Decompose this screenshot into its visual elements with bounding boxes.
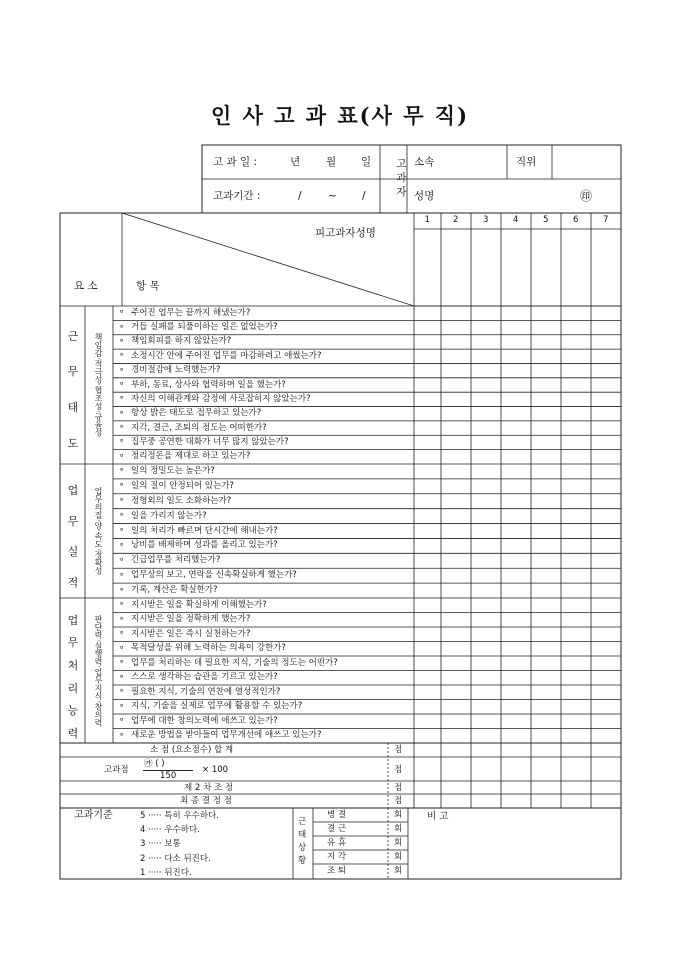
evaluation-item: 필요한 지식, 기술의 연찬에 열성적인가? [131,686,281,697]
item-bullet-icon: ∘ [119,686,125,697]
attendance-row-label: 결 근 [327,824,347,834]
evaluation-item: 자신의 이해관계와 감정에 사로잡히지 않았는가? [131,393,311,404]
position-label: 직위 [516,156,537,168]
item-bullet-icon: ∘ [119,393,125,404]
rater-label: 고 과 자 [395,158,407,197]
evaluation-item: 정리정돈을 제대로 하고 있는가? [131,451,251,462]
evaluation-item: 낭비를 배제하며 성과를 올리고 있는가? [131,540,278,551]
evaluation-item: 기록, 계산은 확실한가? [131,585,218,596]
dept-label: 소속 [414,156,435,168]
evaluation-item: 거듭 실패를 되풀이하는 일은 없었는가? [131,322,278,333]
item-bullet-icon: ∘ [119,350,125,361]
item-bullet-icon: ∘ [119,480,125,491]
item-bullet-icon: ∘ [119,364,125,375]
item-bullet-icon: ∘ [119,307,125,318]
item-bullet-icon: ∘ [119,599,125,610]
formula-denominator: 150 [160,771,177,781]
section-name-char: 실 [67,545,79,559]
final-score-unit: 점 [394,796,403,806]
seal-mark: ㊞ [580,189,593,203]
evaluation-item: 정형외의 일도 소화하는가? [131,495,232,506]
section-subcriteria: 판단력·실행력·업무지식·창의력 [94,614,103,727]
item-bullet-icon: ∘ [119,465,125,476]
attendance-unit: 회 [394,810,403,820]
evaluation-item: 소정시간 안에 주어진 업무를 마감하려고 애썼는가? [131,350,322,361]
evaluation-item: 지시받은 일을 확실하게 이해했는가? [131,599,267,610]
section-name-char: 근 [67,329,79,343]
criteria-level: 3 ····· 보통 [140,839,181,850]
item-bullet-icon: ∘ [119,539,125,550]
item-bullet-icon: ∘ [119,569,125,580]
evaluation-item: 경비절감에 노력했는가? [131,365,221,376]
item-bullet-icon: ∘ [119,321,125,332]
evaluation-item: 지시받은 일은 즉시 실천하는가? [131,628,251,639]
page-title: 인 사 고 과 표(사 무 직) [210,103,470,128]
attendance-unit: 회 [394,852,403,862]
evaluation-item: 지각, 결근, 조퇴의 정도는 어떠한가? [131,422,267,433]
section-subcriteria: 책임감·적극성·협조성·규율성 [94,333,103,437]
ratee-number: 7 [603,215,609,225]
evaluation-item: 지식, 기술을 실제로 업무에 활용할 수 있는가? [131,701,303,712]
attendance-row-label: 병 결 [327,810,347,820]
section-subcriteria: 업무의질·양·속도·정확성 [94,487,103,575]
section-name-char: 능 [67,704,79,718]
attendance-row-label: 조 퇴 [327,866,347,876]
final-score-label: 최 종 결 정 점 [180,796,232,806]
ratee-number: 1 [424,215,430,225]
section-name-char: 리 [67,681,79,695]
item-bullet-icon: ∘ [119,554,125,565]
date-month-unit: 월 [326,156,337,168]
ratee-number: 6 [573,215,579,225]
evaluation-item: 주어진 업무는 끝까지 해냈는가? [131,307,251,318]
section-name-char: 력 [67,726,79,740]
section-name-char: 도 [67,437,79,451]
criteria-level: 1 ····· 뒤진다. [140,867,192,878]
criteria-label: 고과기준 [74,810,113,821]
period-label: 고과기간 : [213,190,261,202]
item-bullet-icon: ∘ [119,628,125,639]
evaluation-item: 일의 처리가 빠르며 단시간에 해내는가? [131,525,278,536]
evaluation-item: 지시받은 일을 정확하게 했는가? [131,614,251,625]
item-bullet-icon: ∘ [119,335,125,346]
evaluation-item: 집무중 공연한 대화가 너무 많지 않았는가? [131,436,289,447]
ratee-number: 3 [483,215,489,225]
section-name-char: 처 [67,658,79,672]
item-bullet-icon: ∘ [119,613,125,624]
item-label: 항 목 [136,280,160,292]
item-bullet-icon: ∘ [119,422,125,433]
section-name-char: 업 [67,484,79,498]
section-name-char: 무 [67,365,79,379]
evaluation-item: 항상 밝은 태도로 접무하고 있는가? [131,408,262,419]
item-bullet-icon: ∘ [119,642,125,653]
evaluation-item: 업무상의 보고, 연락을 신속확실하게 했는가? [131,570,297,581]
item-bullet-icon: ∘ [119,729,125,740]
attendance-unit: 회 [394,824,403,834]
attendance-label-char: 태 [298,830,307,840]
section-name-char: 무 [67,514,79,528]
section-name-char: 태 [67,401,79,415]
date-year-unit: 년 [290,156,301,168]
score-label: 고과점 [104,765,129,775]
formula-numerator: ㉮ ( ) [144,759,165,769]
remarks-label: 비 고 [427,811,449,822]
attendance-label-char: 근 [298,817,307,827]
attendance-unit: 회 [394,866,403,876]
attendance-unit: 회 [394,838,403,848]
evaluation-item: 일의 질이 안정되어 있는가? [131,480,234,491]
item-bullet-icon: ∘ [119,584,125,595]
section-name-char: 무 [67,636,79,650]
evaluation-item: 일을 가리지 않는가? [131,510,207,521]
ratee-number: 2 [453,215,459,225]
item-bullet-icon: ∘ [119,700,125,711]
attendance-row-label: 지 각 [327,852,347,862]
evaluation-item: 부하, 동료, 상사와 협력하며 일을 했는가? [131,379,286,390]
score-unit: 점 [394,765,403,775]
section-name-char: 적 [67,575,79,589]
attendance-label-char: 황 [298,856,307,866]
ratee-number: 4 [513,215,519,225]
item-bullet-icon: ∘ [119,379,125,389]
item-bullet-icon: ∘ [119,671,125,682]
attendance-row-label: 유 휴 [327,838,347,848]
evaluation-item: 업무를 처리하는 데 필요한 지식, 기술의 정도는 어떤가? [131,657,338,668]
second-adjust-label: 제 2 차 조 정 [184,783,234,793]
second-adjust-unit: 점 [394,783,403,793]
item-bullet-icon: ∘ [119,407,125,418]
date-label: 고 과 일 : [213,156,257,168]
formula-multiplier: × 100 [202,765,229,775]
evaluation-item: 책임회피를 하지 않았는가? [131,336,232,347]
evaluation-item: 새로운 방법을 받아들여 업무개선에 애쓰고 있는가? [131,730,322,741]
evaluation-item: 업무에 대한 창의노력에 애쓰고 있는가? [131,715,278,726]
item-bullet-icon: ∘ [119,436,125,447]
evaluation-item: 스스로 생각하는 습관을 기르고 있는가? [131,672,278,683]
date-day-unit: 일 [361,156,372,168]
factor-label: 요 소 [74,280,98,292]
ratee-number: 5 [543,215,549,225]
item-bullet-icon: ∘ [119,715,125,726]
item-bullet-icon: ∘ [119,450,125,461]
item-bullet-icon: ∘ [119,510,125,521]
criteria-level: 5 ····· 특히 우수하다. [140,811,219,821]
item-bullet-icon: ∘ [119,657,125,668]
item-bullet-icon: ∘ [119,525,125,535]
evaluation-item: 긴급업무를 처리했는가? [131,555,221,566]
name-label: 성명 [414,190,435,202]
section-name-char: 업 [67,613,79,627]
criteria-level: 4 ····· 우수하다. [140,825,200,836]
subtotal-label: 소 점 (요소점수) 합 계 [150,745,234,755]
item-bullet-icon: ∘ [119,495,125,506]
subtotal-unit: 점 [394,745,403,755]
ratee-name-label: 피고과자성명 [315,227,376,239]
criteria-level: 2 ····· 다소 뒤진다. [140,853,211,864]
evaluation-item: 목적달성을 위해 노력하는 의욕이 강한가? [131,643,286,654]
attendance-label-char: 상 [298,843,307,853]
period-tilde: ~ [328,190,337,202]
period-slash-start: / [298,190,302,202]
period-slash-end: / [362,190,366,202]
evaluation-item: 일의 정밀도는 높은가? [131,465,215,476]
